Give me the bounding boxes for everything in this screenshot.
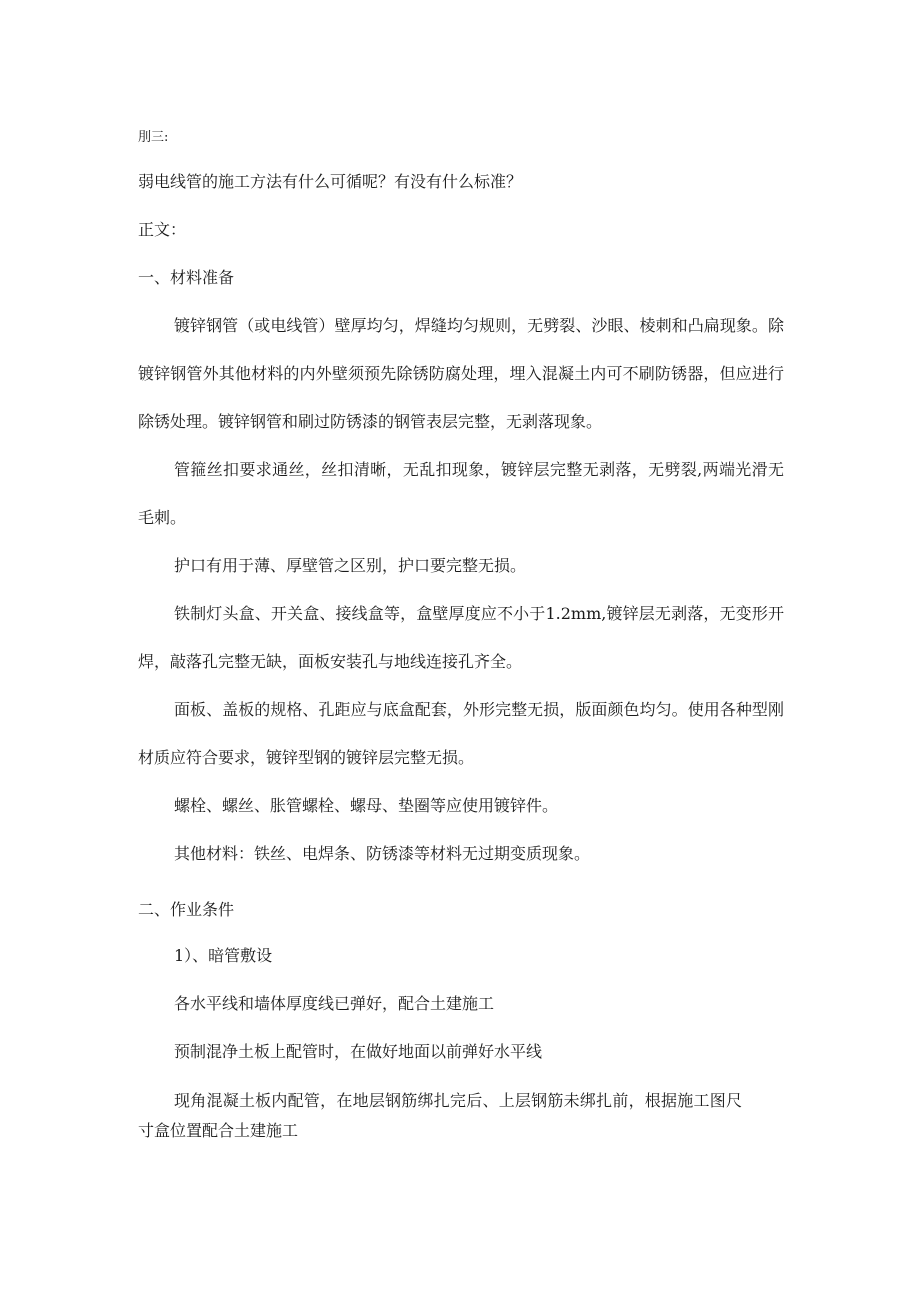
paragraph-bolts: 螺栓、螺丝、胀管螺栓、螺母、垫圈等应使用镀锌件。 <box>174 796 559 815</box>
paragraph-pipe-coupling: 管箍丝扣要求通丝，丝扣清晰，无乱扣现象，镀锌层完整无剥落，无劈裂,两端光滑无毛刺。 <box>138 460 784 527</box>
paragraph-bushing: 护口有用于薄、厚壁管之区别，护口要完整无损。 <box>174 556 527 575</box>
condition-item-1: 各水平线和墙体厚度线已弹好，配合土建施工 <box>174 994 495 1013</box>
doc-label: 刖三: <box>138 130 169 145</box>
body-label: 正文： <box>138 220 187 239</box>
subsection-concealed-pipe: 1）、暗管敷设 <box>174 946 273 965</box>
condition-item-2: 预制混净土板上配管时，在做好地面以前弹好水平线 <box>174 1042 543 1061</box>
paragraph-iron-boxes: 铁制灯头盒、开关盒、接线盒等，盒壁厚度应不小于1.2mm,镀锌层无剥落，无变形开焊，敲落孔完整无缺，面板安装孔与地线连接孔齐全。 <box>138 604 784 671</box>
paragraph-panels: 面板、盖板的规格、孔距应与底盒配套，外形完整无损，版面颜色均匀。使用各种型刚材质应符合要求，镀锌型钢的镀锌层完整无损。 <box>138 700 784 767</box>
paragraph-galvanized-pipe: 镀锌钢管（或电线管）壁厚均匀，焊缝均匀规则，无劈裂、沙眼、棱刺和凸扁现象。除镀锌钢管外其他材料的内外壁须预先除锈防腐处理，埋入混凝土内可不刷防锈器，但应进行除锈处理。镀锌钢管和刷过防锈漆的钢管表层完整，无剥落现象。 <box>138 316 784 431</box>
question-title: 弱电线管的施工方法有什么可循呢？有没有什么标准？ <box>138 172 523 191</box>
paragraph-cast-in-place: 现角混凝土板内配管，在地层钢筋绑扎完后、上层钢筋未绑扎前，根据施工图尺寸盒位置配合土建施工 <box>138 1091 742 1140</box>
section-1-heading: 一、材料准备 <box>138 268 235 287</box>
section-2-heading: 二、作业条件 <box>138 900 235 919</box>
paragraph-other-materials: 其他材料：铁丝、电焊条、防锈漆等材料无过期变质现象。 <box>174 844 591 863</box>
